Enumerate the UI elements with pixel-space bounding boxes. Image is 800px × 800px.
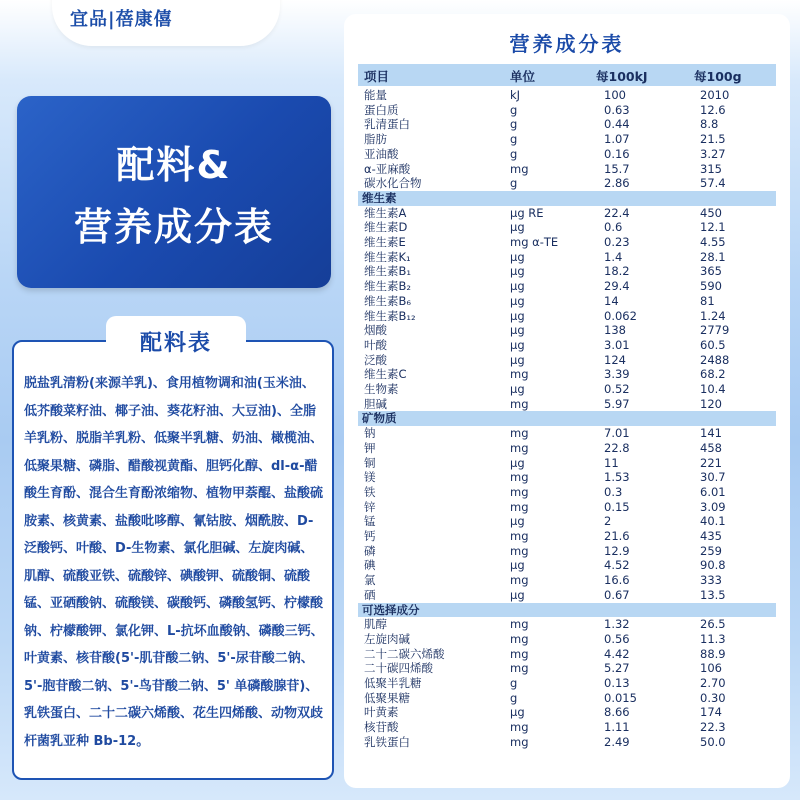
nutrient-per-100g: 21.5: [700, 132, 726, 147]
nutrition-row: [358, 176, 776, 191]
nutrient-per-100g: 2010: [700, 88, 730, 102]
nutrient-per-100g: 259: [700, 543, 722, 558]
nutrition-row: [358, 309, 776, 324]
nutrition-row: [358, 220, 776, 235]
nutrient-unit: μg: [510, 705, 525, 720]
nutrient-name: 锰: [364, 514, 376, 529]
nutrient-per-100g: 12.6: [700, 102, 726, 117]
nutrient-per-100g: 221: [700, 455, 722, 470]
nutrition-row: [358, 456, 776, 471]
nutrient-per-100g: 81: [700, 293, 715, 308]
nutrition-header: [358, 64, 776, 86]
nutrient-per-100kj: 7.01: [604, 426, 630, 441]
nutrient-per-100kj: 1.4: [604, 249, 623, 264]
nutrient-name: 低聚果糖: [364, 690, 410, 705]
nutrient-unit: μg: [510, 337, 525, 352]
nutrient-per-100g: 60.5: [700, 337, 726, 352]
nutrition-row: [358, 294, 776, 309]
nutrient-unit: mg: [510, 161, 529, 176]
nutrient-unit: mg: [510, 396, 529, 411]
nutrition-section-header: [358, 191, 776, 206]
nutrient-name: 维生素B₆: [364, 293, 411, 308]
nutrient-unit: mg α-TE: [510, 235, 559, 249]
nutrient-unit: mg: [510, 470, 529, 485]
nutrition-row: [358, 88, 776, 103]
nutrient-per-100g: 3.27: [700, 146, 726, 161]
title-card: [17, 96, 331, 288]
nutrient-name: 左旋肉碱: [364, 631, 410, 646]
nutrient-name: 泛酸: [364, 352, 387, 367]
nutrition-row: [358, 647, 776, 662]
nutrient-per-100kj: 0.13: [604, 676, 630, 690]
nutrition-row: [358, 514, 776, 529]
nutrient-unit: mg: [510, 631, 529, 646]
nutrient-per-100g: 22.3: [700, 720, 726, 735]
nutrition-row: [358, 573, 776, 588]
header-per-100g: 每100g: [694, 69, 742, 84]
nutrient-per-100kj: 21.6: [604, 529, 630, 543]
nutrition-row: [358, 279, 776, 294]
nutrient-per-100kj: 3.39: [604, 367, 630, 382]
nutrient-name: 维生素B₁: [364, 264, 411, 279]
brand-logo: 宜品|蓓康僖: [70, 9, 173, 30]
ingredients-tab: [106, 316, 246, 366]
nutrient-per-100kj: 15.7: [604, 161, 630, 176]
nutrition-row: [358, 426, 776, 441]
nutrient-per-100g: 12.1: [700, 220, 726, 235]
nutrient-per-100g: 90.8: [700, 558, 726, 573]
nutrition-row: [358, 132, 776, 147]
nutrient-per-100kj: 16.6: [604, 573, 630, 588]
nutrient-name: 能量: [364, 88, 387, 102]
section-label: 矿物质: [362, 411, 397, 426]
nutrient-per-100g: 26.5: [700, 617, 726, 632]
nutrient-per-100kj: 0.3: [604, 484, 623, 499]
nutrition-row: [358, 632, 776, 647]
nutrient-per-100g: 8.8: [700, 117, 719, 132]
nutrient-per-100g: 2488: [700, 352, 730, 367]
nutrient-name: 肌醇: [364, 617, 387, 632]
nutrient-unit: μg: [510, 587, 525, 602]
nutrient-unit: μg: [510, 279, 525, 294]
nutrition-row: [358, 103, 776, 118]
nutrient-per-100g: 4.55: [700, 235, 726, 249]
nutrient-unit: mg: [510, 499, 529, 514]
nutrient-per-100g: 40.1: [700, 514, 726, 529]
header-unit: 单位: [510, 69, 536, 84]
nutrient-unit: g: [510, 690, 518, 705]
nutrient-per-100g: 68.2: [700, 367, 726, 382]
nutrient-per-100kj: 0.67: [604, 587, 630, 602]
nutrient-per-100g: 30.7: [700, 470, 726, 485]
nutrient-unit: mg: [510, 484, 529, 499]
nutrition-row: [358, 661, 776, 676]
nutrient-per-100g: 6.01: [700, 484, 726, 499]
nutrient-name: 维生素A: [364, 205, 407, 220]
nutrition-row: [358, 206, 776, 221]
nutrient-per-100g: 590: [700, 279, 722, 294]
section-label: 维生素: [362, 190, 397, 205]
nutrient-per-100g: 2.70: [700, 676, 726, 690]
nutrient-name: 叶黄素: [364, 705, 399, 720]
nutrition-row: [358, 367, 776, 382]
nutrient-unit: mg: [510, 529, 529, 543]
nutrient-unit: μg: [510, 249, 525, 264]
nutrition-row: [358, 470, 776, 485]
nutrient-unit: μg: [510, 352, 525, 367]
nutrient-per-100kj: 0.015: [604, 690, 637, 705]
nutrient-unit: mg: [510, 617, 529, 632]
nutrient-per-100kj: 2.49: [604, 734, 630, 749]
nutrient-unit: μg: [510, 264, 525, 279]
nutrient-per-100g: 333: [700, 573, 722, 588]
nutrient-unit: g: [510, 176, 518, 191]
nutrient-per-100kj: 22.4: [604, 205, 630, 220]
nutrient-per-100kj: 138: [604, 323, 626, 338]
nutrient-per-100g: 11.3: [700, 631, 726, 646]
nutrition-row: [358, 485, 776, 500]
ingredients-panel: [12, 340, 334, 780]
nutrition-row: [358, 617, 776, 632]
nutrient-unit: kJ: [510, 88, 521, 102]
nutrient-unit: mg: [510, 661, 529, 676]
nutrient-name: α-亚麻酸: [364, 161, 411, 176]
nutrient-per-100g: 141: [700, 426, 722, 441]
ingredients-heading: 配料表: [139, 331, 212, 356]
title-line-2: 营养成分表: [73, 205, 274, 249]
nutrient-per-100g: 28.1: [700, 249, 726, 264]
nutrient-unit: mg: [510, 543, 529, 558]
nutrient-per-100kj: 3.01: [604, 337, 630, 352]
nutrient-per-100g: 3.09: [700, 499, 726, 514]
nutrient-per-100kj: 4.42: [604, 646, 630, 661]
nutrient-per-100kj: 18.2: [604, 264, 630, 279]
nutrition-row: [358, 691, 776, 706]
nutrition-row: [358, 162, 776, 177]
nutrient-name: 碳水化合物: [364, 176, 422, 191]
nutrient-per-100kj: 0.44: [604, 117, 630, 132]
nutrition-row: [358, 588, 776, 603]
nutrient-per-100g: 10.4: [700, 382, 726, 396]
nutrient-per-100kj: 0.6: [604, 220, 623, 235]
nutrition-row: [358, 705, 776, 720]
nutrient-per-100g: 450: [700, 205, 722, 220]
nutrient-per-100kj: 0.062: [604, 308, 637, 323]
nutrient-per-100g: 315: [700, 161, 722, 176]
nutrient-name: 铜: [364, 455, 376, 470]
nutrition-row: [358, 441, 776, 456]
nutrient-per-100kj: 29.4: [604, 279, 630, 294]
nutrient-name: 磷: [364, 543, 376, 558]
nutrition-row: [358, 117, 776, 132]
nutrient-per-100kj: 4.52: [604, 558, 630, 573]
nutrition-row: [358, 735, 776, 750]
nutrient-unit: μg: [510, 293, 525, 308]
nutrition-row: [358, 338, 776, 353]
nutrition-row: [358, 235, 776, 250]
nutrient-unit: μg: [510, 323, 525, 338]
nutrient-unit: mg: [510, 426, 529, 441]
nutrient-unit: μg: [510, 308, 525, 323]
section-label: 可选择成分: [362, 602, 420, 617]
nutrient-per-100kj: 2: [604, 514, 612, 529]
nutrient-unit: μg: [510, 220, 525, 235]
nutrient-name: 蛋白质: [364, 102, 399, 117]
nutrient-per-100g: 50.0: [700, 734, 726, 749]
nutrient-name: 维生素C: [364, 367, 407, 382]
nutrient-per-100g: 435: [700, 529, 722, 543]
nutrient-per-100g: 174: [700, 705, 722, 720]
nutrition-section-header: [358, 603, 776, 618]
nutrition-row: [358, 397, 776, 412]
nutrition-row: [358, 676, 776, 691]
nutrient-per-100g: 120: [700, 396, 722, 411]
nutrient-per-100kj: 0.63: [604, 102, 630, 117]
nutrient-unit: g: [510, 117, 518, 132]
nutrient-per-100kj: 0.56: [604, 631, 630, 646]
nutrient-per-100kj: 1.32: [604, 617, 630, 632]
nutrient-name: 镁: [364, 470, 376, 485]
nutrient-name: 钾: [364, 440, 376, 455]
nutrient-name: 核苷酸: [364, 720, 399, 735]
nutrient-name: 低聚半乳糖: [364, 676, 422, 690]
nutrient-per-100kj: 1.11: [604, 720, 630, 735]
nutrient-per-100kj: 124: [604, 352, 626, 367]
nutrient-per-100kj: 12.9: [604, 543, 630, 558]
nutrient-per-100g: 88.9: [700, 646, 726, 661]
nutrient-name: 维生素B₁₂: [364, 308, 416, 323]
nutrient-unit: μg RE: [510, 205, 544, 220]
nutrient-name: 钙: [364, 529, 376, 543]
nutrition-row: [358, 529, 776, 544]
header-per-100kj: 每100kJ: [596, 69, 648, 84]
nutrient-name: 氯: [364, 573, 376, 588]
nutrient-per-100kj: 0.52: [604, 382, 630, 396]
header-item: 项目: [364, 69, 390, 84]
nutrient-unit: g: [510, 676, 518, 690]
nutrient-per-100kj: 2.86: [604, 176, 630, 191]
nutrient-per-100kj: 5.27: [604, 661, 630, 676]
nutrient-per-100kj: 1.53: [604, 470, 630, 485]
nutrient-name: 硒: [364, 587, 376, 602]
nutrient-unit: g: [510, 132, 518, 147]
nutrient-unit: μg: [510, 455, 525, 470]
nutrient-per-100kj: 14: [604, 293, 619, 308]
nutrition-section-header: [358, 411, 776, 426]
nutrient-name: 二十二碳六烯酸: [364, 646, 445, 661]
nutrient-unit: μg: [510, 558, 525, 573]
ingredients-text: 脱盐乳清粉(来源羊乳)、食用植物调和油(玉米油、低芥酸菜籽油、椰子油、葵花籽油、大豆油)、全脂羊乳粉、脱脂羊乳粉、低聚半乳糖、奶油、橄榄油、低聚果糖、磷脂、醋酸视黄酯、胆钙化醇、dl-α-醋酸生育酚、混合生育酚浓缩物、植物甲萘醌、盐酸硫胺素、核黄素、盐酸吡哆醇、氰钴胺、烟酰胺、D-泛酸钙、叶酸、D-生物素、氯化胆碱、左旋肉碱、肌醇、硫酸亚铁、硫酸锌、碘酸钾、硫酸铜、硫酸锰、亚硒酸钠、硫酸镁、碳酸钙、磷酸氢钙、柠檬酸钠、柠檬酸钾、氯化钾、L-抗坏血酸钠、磷酸三钙、叶黄素、核苷酸(5'-肌苷酸二钠、5'-尿苷酸二钠、5'-胞苷酸二钠、5'-鸟苷酸二钠、5' 单磷酸腺苷)、乳铁蛋白、二十二碳六烯酸、花生四烯酸、动物双歧杆菌乳亚种 Bb-12。: [24, 376, 324, 749]
nutrient-per-100kj: 0.15: [604, 499, 630, 514]
nutrient-name: 乳清蛋白: [364, 117, 410, 132]
nutrient-name: 乳铁蛋白: [364, 734, 410, 749]
nutrient-per-100kj: 100: [604, 88, 626, 102]
nutrient-name: 铁: [364, 484, 376, 499]
nutrient-unit: mg: [510, 720, 529, 735]
nutrient-per-100kj: 0.16: [604, 146, 630, 161]
nutrient-name: 维生素B₂: [364, 279, 411, 294]
nutrient-unit: μg: [510, 382, 525, 396]
nutrition-row: [358, 323, 776, 338]
nutrient-unit: mg: [510, 573, 529, 588]
nutrient-per-100g: 458: [700, 440, 722, 455]
nutrient-name: 叶酸: [364, 337, 387, 352]
nutrient-per-100g: 1.24: [700, 308, 726, 323]
nutrient-name: 胆碱: [364, 396, 387, 411]
nutrition-row: [358, 720, 776, 735]
nutrition-title: 营养成分表: [509, 32, 625, 56]
nutrient-unit: mg: [510, 646, 529, 661]
nutrient-name: 二十碳四烯酸: [364, 661, 433, 676]
nutrition-row: [358, 544, 776, 559]
nutrient-unit: mg: [510, 440, 529, 455]
nutrition-row: [358, 558, 776, 573]
nutrient-unit: mg: [510, 367, 529, 382]
nutrient-per-100kj: 22.8: [604, 440, 630, 455]
nutrient-unit: g: [510, 102, 518, 117]
nutrient-per-100kj: 0.23: [604, 235, 630, 249]
nutrient-per-100g: 2779: [700, 323, 730, 338]
nutrient-per-100kj: 11: [604, 455, 619, 470]
nutrition-row: [358, 250, 776, 265]
nutrient-per-100kj: 1.07: [604, 132, 630, 147]
nutrient-name: 维生素D: [364, 220, 408, 235]
nutrient-name: 锌: [364, 499, 376, 514]
nutrient-name: 脂肪: [364, 132, 387, 147]
nutrient-unit: g: [510, 146, 518, 161]
nutrient-unit: μg: [510, 514, 525, 529]
nutrition-row: [358, 264, 776, 279]
nutrient-name: 亚油酸: [364, 146, 399, 161]
nutrition-row: [358, 500, 776, 515]
nutrient-per-100g: 365: [700, 264, 722, 279]
nutrient-name: 生物素: [364, 382, 399, 396]
nutrient-name: 烟酸: [364, 323, 387, 338]
nutrient-per-100kj: 8.66: [604, 705, 630, 720]
nutrient-per-100kj: 5.97: [604, 396, 630, 411]
nutrient-per-100g: 106: [700, 661, 722, 676]
nutrient-name: 钠: [364, 426, 376, 441]
title-line-1: 配料&: [116, 143, 232, 187]
nutrient-name: 碘: [364, 558, 376, 573]
nutrient-per-100g: 57.4: [700, 176, 726, 191]
nutrition-row: [358, 353, 776, 368]
nutrient-unit: mg: [510, 734, 529, 749]
nutrition-panel: [344, 14, 790, 788]
nutrition-row: [358, 147, 776, 162]
nutrient-name: 维生素E: [364, 235, 406, 249]
nutrient-name: 维生素K₁: [364, 249, 411, 264]
nutrient-per-100g: 13.5: [700, 587, 726, 602]
nutrient-per-100g: 0.30: [700, 690, 726, 705]
nutrition-row: [358, 382, 776, 397]
